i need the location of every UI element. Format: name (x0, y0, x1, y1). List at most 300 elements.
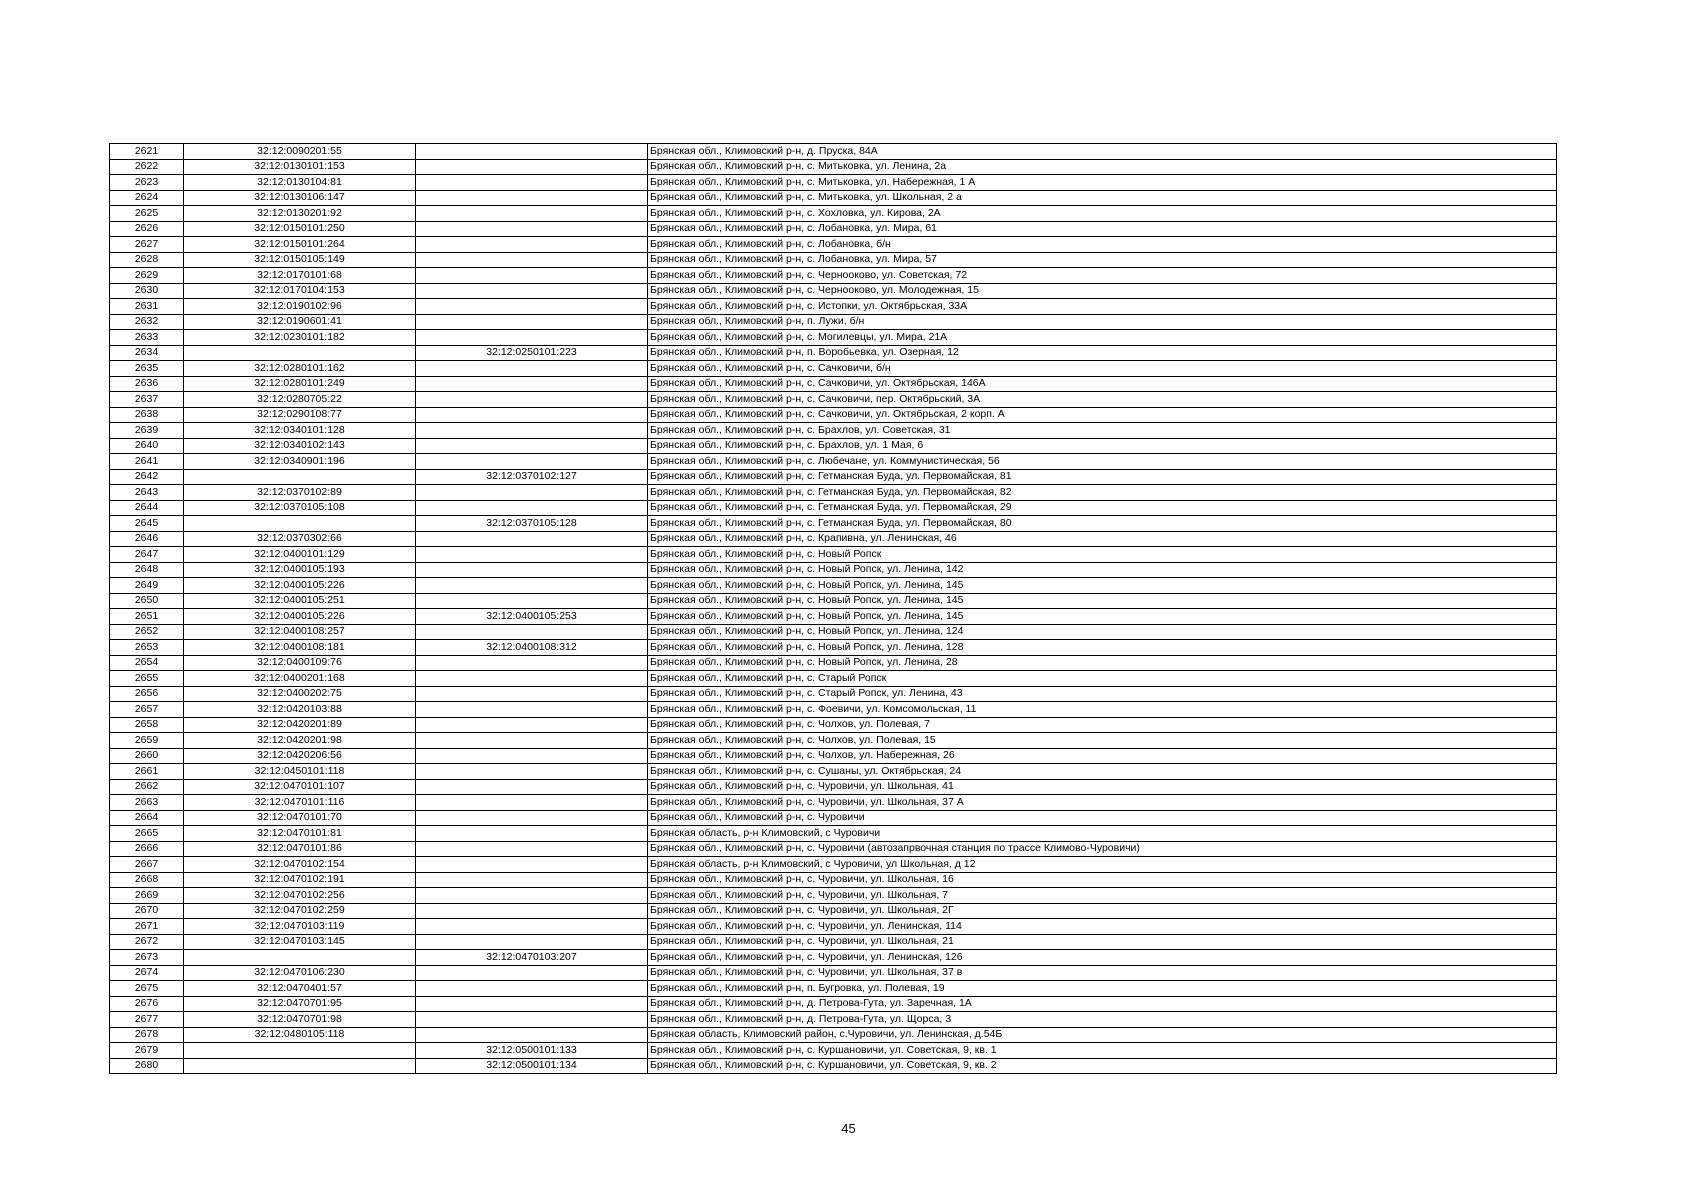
cadastral-number-cell: 32:12:0340101:128 (184, 423, 416, 439)
cadastral-number-cell: 32:12:0370105:108 (184, 500, 416, 516)
table-row (110, 624, 1557, 640)
cadastral-number-cell: 32:12:0400101:129 (184, 547, 416, 563)
table-row (110, 671, 1557, 687)
address-cell: Брянская обл., Климовский р-н, с. Чуровичи, ул. Ленинская, 114 (648, 919, 1557, 935)
cadastral-number-secondary-cell (416, 624, 648, 640)
table-row (110, 252, 1557, 268)
cadastral-number-secondary-cell (416, 454, 648, 470)
address-cell: Брянская обл., Климовский р-н, с. Брахлов, ул. 1 Мая, 6 (648, 438, 1557, 454)
table-row (110, 237, 1557, 253)
address-cell: Брянская обл., Климовский р-н, с. Новый Ропск, ул. Ленина, 128 (648, 640, 1557, 656)
cadastral-number-cell: 32:12:0420206:56 (184, 748, 416, 764)
table-row (110, 547, 1557, 563)
address-cell: Брянская обл., Климовский р-н, с. Чуровичи, ул. Школьная, 7 (648, 888, 1557, 904)
row-number-cell: 2622 (110, 159, 184, 175)
row-number-cell: 2658 (110, 717, 184, 733)
cadastral-number-cell: 32:12:0450101:118 (184, 764, 416, 780)
cadastral-number-cell: 32:12:0420201:89 (184, 717, 416, 733)
cadastral-number-cell: 32:12:0190601:41 (184, 314, 416, 330)
table-row (110, 1027, 1557, 1043)
address-cell: Брянская обл., Климовский р-н, с. Чуровичи (648, 810, 1557, 826)
cadastral-number-secondary-cell (416, 252, 648, 268)
cadastral-number-secondary-cell (416, 407, 648, 423)
row-number-cell: 2672 (110, 934, 184, 950)
cadastral-number-cell: 32:12:0090201:55 (184, 144, 416, 160)
row-number-cell: 2651 (110, 609, 184, 625)
address-cell: Брянская обл., Климовский р-н, с. Гетманская Буда, ул. Первомайская, 29 (648, 500, 1557, 516)
table-row (110, 996, 1557, 1012)
cadastral-number-cell (184, 516, 416, 532)
row-number-cell: 2660 (110, 748, 184, 764)
cadastral-number-cell: 32:12:0480105:118 (184, 1027, 416, 1043)
cadastral-number-secondary-cell (416, 702, 648, 718)
cadastral-number-cell: 32:12:0340901:196 (184, 454, 416, 470)
cadastral-number-cell: 32:12:0470101:86 (184, 841, 416, 857)
row-number-cell: 2675 (110, 981, 184, 997)
cadastral-number-cell: 32:12:0470401:57 (184, 981, 416, 997)
row-number-cell: 2650 (110, 593, 184, 609)
cadastral-number-cell: 32:12:0400109:76 (184, 655, 416, 671)
row-number-cell: 2667 (110, 857, 184, 873)
table-row (110, 438, 1557, 454)
address-cell: Брянская обл., Климовский р-н, с. Брахлов, ул. Советская, 31 (648, 423, 1557, 439)
row-number-cell: 2640 (110, 438, 184, 454)
table-row (110, 934, 1557, 950)
table-row (110, 221, 1557, 237)
row-number-cell: 2657 (110, 702, 184, 718)
address-cell: Брянская обл., Климовский р-н, с. Сачковичи, ул. Октябрьская, 146А (648, 376, 1557, 392)
row-number-cell: 2671 (110, 919, 184, 935)
row-number-cell: 2649 (110, 578, 184, 594)
row-number-cell: 2662 (110, 779, 184, 795)
cadastral-number-secondary-cell (416, 888, 648, 904)
cadastral-number-cell: 32:12:0470102:256 (184, 888, 416, 904)
row-number-cell: 2653 (110, 640, 184, 656)
address-cell: Брянская обл., Климовский р-н, с. Новый Ропск, ул. Ленина, 28 (648, 655, 1557, 671)
row-number-cell: 2623 (110, 175, 184, 191)
table-row (110, 888, 1557, 904)
table-row (110, 469, 1557, 485)
row-number-cell: 2680 (110, 1058, 184, 1074)
cadastral-number-secondary-cell (416, 206, 648, 222)
table-row (110, 361, 1557, 377)
address-cell: Брянская обл., Климовский р-н, с. Фоевичи, ул. Комсомольская, 11 (648, 702, 1557, 718)
address-cell: Брянская обл., Климовский р-н, с. Сачковичи, б/н (648, 361, 1557, 377)
address-cell: Брянская обл., Климовский р-н, с. Митьковка, ул. Школьная, 2 а (648, 190, 1557, 206)
address-cell: Брянская обл., Климовский р-н, д. Петрова-Гута, ул. Щорса, 3 (648, 1012, 1557, 1028)
row-number-cell: 2636 (110, 376, 184, 392)
cadastral-number-secondary-cell (416, 919, 648, 935)
cadastral-number-secondary-cell (416, 299, 648, 315)
row-number-cell: 2632 (110, 314, 184, 330)
cadastral-number-secondary-cell (416, 857, 648, 873)
cadastral-number-cell (184, 1058, 416, 1074)
table-row (110, 609, 1557, 625)
cadastral-number-secondary-cell (416, 686, 648, 702)
address-cell: Брянская обл., Климовский р-н, с. Новый Ропск, ул. Ленина, 145 (648, 593, 1557, 609)
cadastral-number-cell: 32:12:0400201:168 (184, 671, 416, 687)
table-row (110, 1058, 1557, 1074)
cadastral-number-secondary-cell (416, 392, 648, 408)
row-number-cell: 2659 (110, 733, 184, 749)
address-cell: Брянская обл., Климовский р-н, с. Любечане, ул. Коммунистическая, 56 (648, 454, 1557, 470)
cadastral-number-secondary-cell (416, 826, 648, 842)
row-number-cell: 2652 (110, 624, 184, 640)
cadastral-number-cell: 32:12:0190102:96 (184, 299, 416, 315)
table-row (110, 717, 1557, 733)
cadastral-number-cell: 32:12:0400105:226 (184, 609, 416, 625)
address-cell: Брянская обл., Климовский р-н, с. Сачковичи, пер. Октябрьский, 3А (648, 392, 1557, 408)
cadastral-number-cell (184, 950, 416, 966)
cadastral-number-cell: 32:12:0470101:116 (184, 795, 416, 811)
cadastral-number-cell: 32:12:0280101:162 (184, 361, 416, 377)
cadastral-number-cell: 32:12:0280101:249 (184, 376, 416, 392)
cadastral-number-secondary-cell: 32:12:0400108:312 (416, 640, 648, 656)
table-row (110, 454, 1557, 470)
address-cell: Брянская обл., Климовский р-н, с. Могилевцы, ул. Мира, 21А (648, 330, 1557, 346)
address-cell: Брянская обл., Климовский р-н, с. Лобановка, ул. Мира, 61 (648, 221, 1557, 237)
table-row (110, 640, 1557, 656)
row-number-cell: 2626 (110, 221, 184, 237)
cadastral-number-secondary-cell (416, 872, 648, 888)
cadastral-number-secondary-cell (416, 144, 648, 160)
address-cell: Брянская обл., Климовский р-н, д. Петрова-Гута, ул. Заречная, 1А (648, 996, 1557, 1012)
row-number-cell: 2641 (110, 454, 184, 470)
cadastral-number-secondary-cell (416, 733, 648, 749)
address-cell: Брянская обл., Климовский р-н, с. Чолхов, ул. Набережная, 26 (648, 748, 1557, 764)
cadastral-number-secondary-cell (416, 283, 648, 299)
row-number-cell: 2634 (110, 345, 184, 361)
cadastral-number-cell: 32:12:0470101:107 (184, 779, 416, 795)
table-row (110, 826, 1557, 842)
row-number-cell: 2642 (110, 469, 184, 485)
cadastral-number-secondary-cell (416, 593, 648, 609)
table-row (110, 376, 1557, 392)
row-number-cell: 2678 (110, 1027, 184, 1043)
row-number-cell: 2677 (110, 1012, 184, 1028)
address-cell: Брянская обл., Климовский р-н, с. Чолхов, ул. Полевая, 15 (648, 733, 1557, 749)
cadastral-number-secondary-cell (416, 531, 648, 547)
address-cell: Брянская обл., Климовский р-н, с. Куршановичи, ул. Советская, 9, кв. 1 (648, 1043, 1557, 1059)
table-row (110, 299, 1557, 315)
table-row (110, 593, 1557, 609)
address-cell: Брянская обл., Климовский р-н, с. Куршановичи, ул. Советская, 9, кв. 2 (648, 1058, 1557, 1074)
table-row (110, 903, 1557, 919)
cadastral-number-secondary-cell (416, 1012, 648, 1028)
cadastral-number-cell: 32:12:0400202:75 (184, 686, 416, 702)
table-row (110, 345, 1557, 361)
cadastral-number-cell: 32:12:0470102:259 (184, 903, 416, 919)
row-number-cell: 2639 (110, 423, 184, 439)
row-number-cell: 2621 (110, 144, 184, 160)
table-row (110, 779, 1557, 795)
address-cell: Брянская обл., Климовский р-н, с. Митьковка, ул. Набережная, 1 А (648, 175, 1557, 191)
cadastral-number-cell: 32:12:0400105:226 (184, 578, 416, 594)
cadastral-number-secondary-cell (416, 810, 648, 826)
address-cell: Брянская обл., Климовский р-н, с. Гетманская Буда, ул. Первомайская, 81 (648, 469, 1557, 485)
cadastral-number-cell: 32:12:0400108:181 (184, 640, 416, 656)
cadastral-number-cell: 32:12:0470102:191 (184, 872, 416, 888)
table-row (110, 965, 1557, 981)
address-cell: Брянская обл., Климовский р-н, с. Новый Ропск, ул. Ленина, 145 (648, 578, 1557, 594)
cadastral-number-secondary-cell (416, 376, 648, 392)
address-cell: Брянская обл., Климовский р-н, с. Сачковичи, ул. Октябрьская, 2 корп. А (648, 407, 1557, 423)
cadastral-number-secondary-cell (416, 485, 648, 501)
row-number-cell: 2647 (110, 547, 184, 563)
cadastral-number-cell: 32:12:0130104:81 (184, 175, 416, 191)
cadastral-number-cell (184, 1043, 416, 1059)
address-cell: Брянская обл., Климовский р-н, с. Новый Ропск, ул. Ленина, 124 (648, 624, 1557, 640)
cadastral-number-cell: 32:12:0470101:70 (184, 810, 416, 826)
table-row (110, 283, 1557, 299)
address-cell: Брянская обл., Климовский р-н, с. Чуровичи, ул. Школьная, 21 (648, 934, 1557, 950)
cadastral-number-cell: 32:12:0130201:92 (184, 206, 416, 222)
cadastral-number-secondary-cell (416, 1027, 648, 1043)
row-number-cell: 2627 (110, 237, 184, 253)
address-cell: Брянская обл., Климовский р-н, с. Хохловка, ул. Кирова, 2А (648, 206, 1557, 222)
row-number-cell: 2628 (110, 252, 184, 268)
table-row (110, 516, 1557, 532)
row-number-cell: 2644 (110, 500, 184, 516)
table-row (110, 1043, 1557, 1059)
cadastral-number-secondary-cell (416, 996, 648, 1012)
row-number-cell: 2630 (110, 283, 184, 299)
address-cell: Брянская область, Климовский район, с.Чуровичи, ул. Ленинская, д.54Б (648, 1027, 1557, 1043)
cadastral-number-secondary-cell: 32:12:0370102:127 (416, 469, 648, 485)
cadastral-number-cell: 32:12:0470701:98 (184, 1012, 416, 1028)
address-cell: Брянская обл., Климовский р-н, с. Лобановка, ул. Мира, 57 (648, 252, 1557, 268)
row-number-cell: 2631 (110, 299, 184, 315)
row-number-cell: 2645 (110, 516, 184, 532)
address-cell: Брянская обл., Климовский р-н, с. Истопки, ул. Октябрьская, 33А (648, 299, 1557, 315)
cadastral-number-secondary-cell: 32:12:0500101:134 (416, 1058, 648, 1074)
cadastral-number-secondary-cell (416, 655, 648, 671)
table-row (110, 268, 1557, 284)
cadastral-number-secondary-cell (416, 221, 648, 237)
address-cell: Брянская обл., Климовский р-н, с. Митьковка, ул. Ленина, 2а (648, 159, 1557, 175)
table-row (110, 500, 1557, 516)
cadastral-number-cell: 32:12:0400108:257 (184, 624, 416, 640)
address-cell: Брянская обл., Климовский р-н, с. Старый Ропск (648, 671, 1557, 687)
row-number-cell: 2625 (110, 206, 184, 222)
row-number-cell: 2638 (110, 407, 184, 423)
address-cell: Брянская обл., Климовский р-н, с. Гетманская Буда, ул. Первомайская, 80 (648, 516, 1557, 532)
table-row (110, 919, 1557, 935)
address-cell: Брянская область, р-н Климовский, с Чуровичи (648, 826, 1557, 842)
row-number-cell: 2646 (110, 531, 184, 547)
table-row (110, 748, 1557, 764)
row-number-cell: 2663 (110, 795, 184, 811)
row-number-cell: 2655 (110, 671, 184, 687)
cadastral-number-secondary-cell (416, 159, 648, 175)
cadastral-number-cell: 32:12:0150101:264 (184, 237, 416, 253)
row-number-cell: 2670 (110, 903, 184, 919)
row-number-cell: 2673 (110, 950, 184, 966)
address-cell: Брянская обл., Климовский р-н, с. Новый Ропск (648, 547, 1557, 563)
cadastral-number-secondary-cell (416, 562, 648, 578)
table-row (110, 810, 1557, 826)
registry-table (109, 143, 1557, 1074)
address-cell: Брянская обл., Климовский р-н, п. Бугровка, ул. Полевая, 19 (648, 981, 1557, 997)
table-row (110, 144, 1557, 160)
address-cell: Брянская обл., Климовский р-н, с. Чуровичи, ул. Школьная, 2Г (648, 903, 1557, 919)
cadastral-number-secondary-cell (416, 237, 648, 253)
row-number-cell: 2637 (110, 392, 184, 408)
table-row (110, 655, 1557, 671)
cadastral-number-cell: 32:12:0470103:119 (184, 919, 416, 935)
cadastral-number-secondary-cell (416, 717, 648, 733)
cadastral-number-cell: 32:12:0470102:154 (184, 857, 416, 873)
cadastral-number-secondary-cell (416, 903, 648, 919)
address-cell: Брянская обл., Климовский р-н, с. Новый Ропск, ул. Ленина, 142 (648, 562, 1557, 578)
cadastral-number-secondary-cell (416, 547, 648, 563)
table-row (110, 314, 1557, 330)
page-number: 45 (841, 1121, 856, 1136)
address-cell: Брянская обл., Климовский р-н, с. Чернооково, ул. Советская, 72 (648, 268, 1557, 284)
address-cell: Брянская обл., Климовский р-н, с. Чуровичи, ул. Школьная, 37 в (648, 965, 1557, 981)
row-number-cell: 2624 (110, 190, 184, 206)
cadastral-number-cell: 32:12:0170101:68 (184, 268, 416, 284)
table-row (110, 981, 1557, 997)
address-cell: Брянская обл., Климовский р-н, с. Сушаны, ул. Октябрьская, 24 (648, 764, 1557, 780)
cadastral-number-secondary-cell (416, 764, 648, 780)
table-row (110, 872, 1557, 888)
row-number-cell: 2664 (110, 810, 184, 826)
table-row (110, 407, 1557, 423)
address-cell: Брянская обл., Климовский р-н, с. Крапивна, ул. Ленинская, 46 (648, 531, 1557, 547)
cadastral-number-secondary-cell (416, 175, 648, 191)
table-row (110, 764, 1557, 780)
row-number-cell: 2654 (110, 655, 184, 671)
address-cell: Брянская обл., Климовский р-н, с. Чуровичи, ул. Школьная, 37 А (648, 795, 1557, 811)
cadastral-number-secondary-cell (416, 795, 648, 811)
cadastral-number-cell (184, 345, 416, 361)
row-number-cell: 2656 (110, 686, 184, 702)
table-row (110, 330, 1557, 346)
table-row (110, 578, 1557, 594)
table-row (110, 702, 1557, 718)
cadastral-number-secondary-cell (416, 981, 648, 997)
cadastral-number-secondary-cell: 32:12:0500101:133 (416, 1043, 648, 1059)
row-number-cell: 2669 (110, 888, 184, 904)
row-number-cell: 2666 (110, 841, 184, 857)
table-row (110, 733, 1557, 749)
cadastral-number-secondary-cell: 32:12:0470103:207 (416, 950, 648, 966)
cadastral-number-cell: 32:12:0130106:147 (184, 190, 416, 206)
cadastral-number-secondary-cell (416, 438, 648, 454)
row-number-cell: 2661 (110, 764, 184, 780)
cadastral-number-cell: 32:12:0370102:89 (184, 485, 416, 501)
address-cell: Брянская обл., Климовский р-н, с. Чуровичи, ул. Школьная, 16 (648, 872, 1557, 888)
row-number-cell: 2635 (110, 361, 184, 377)
cadastral-number-cell: 32:12:0290108:77 (184, 407, 416, 423)
table-row (110, 841, 1557, 857)
table-row (110, 159, 1557, 175)
address-cell: Брянская обл., Климовский р-н, с. Чуровичи (автозапрвочная станция по трассе Климово-Чуровичи) (648, 841, 1557, 857)
cadastral-number-cell: 32:12:0280705:22 (184, 392, 416, 408)
address-cell: Брянская обл., Климовский р-н, д. Пруска, 84А (648, 144, 1557, 160)
address-cell: Брянская обл., Климовский р-н, с. Чуровичи, ул. Ленинская, 126 (648, 950, 1557, 966)
cadastral-number-cell: 32:12:0400105:193 (184, 562, 416, 578)
address-cell: Брянская обл., Климовский р-н, п. Лужи, б/н (648, 314, 1557, 330)
registry-body (110, 144, 1557, 1074)
cadastral-number-secondary-cell (416, 500, 648, 516)
row-number-cell: 2676 (110, 996, 184, 1012)
table-row (110, 1012, 1557, 1028)
cadastral-number-secondary-cell (416, 748, 648, 764)
address-cell: Брянская область, р-н Климовский, с Чуровичи, ул Школьная, д 12 (648, 857, 1557, 873)
row-number-cell: 2674 (110, 965, 184, 981)
cadastral-number-cell: 32:12:0370302:66 (184, 531, 416, 547)
table-row (110, 857, 1557, 873)
table-row (110, 175, 1557, 191)
cadastral-number-secondary-cell (416, 965, 648, 981)
cadastral-number-secondary-cell: 32:12:0400105:253 (416, 609, 648, 625)
table-row (110, 423, 1557, 439)
table-row (110, 686, 1557, 702)
cadastral-number-secondary-cell (416, 268, 648, 284)
table-row (110, 795, 1557, 811)
row-number-cell: 2648 (110, 562, 184, 578)
cadastral-number-cell: 32:12:0470701:95 (184, 996, 416, 1012)
row-number-cell: 2643 (110, 485, 184, 501)
cadastral-number-cell: 32:12:0230101:182 (184, 330, 416, 346)
cadastral-number-cell: 32:12:0470103:145 (184, 934, 416, 950)
cadastral-number-cell: 32:12:0470106:230 (184, 965, 416, 981)
cadastral-number-cell: 32:12:0150101:250 (184, 221, 416, 237)
address-cell: Брянская обл., Климовский р-н, п. Воробьевка, ул. Озерная, 12 (648, 345, 1557, 361)
cadastral-number-secondary-cell (416, 578, 648, 594)
table-row (110, 950, 1557, 966)
row-number-cell: 2668 (110, 872, 184, 888)
address-cell: Брянская обл., Климовский р-н, с. Чернооково, ул. Молодежная, 15 (648, 283, 1557, 299)
cadastral-number-secondary-cell (416, 314, 648, 330)
cadastral-number-secondary-cell (416, 361, 648, 377)
cadastral-number-cell: 32:12:0420201:98 (184, 733, 416, 749)
cadastral-number-cell: 32:12:0130101:153 (184, 159, 416, 175)
address-cell: Брянская обл., Климовский р-н, с. Чуровичи, ул. Школьная, 41 (648, 779, 1557, 795)
row-number-cell: 2633 (110, 330, 184, 346)
cadastral-number-secondary-cell: 32:12:0370105:128 (416, 516, 648, 532)
cadastral-number-secondary-cell (416, 779, 648, 795)
cadastral-number-secondary-cell (416, 841, 648, 857)
cadastral-number-secondary-cell (416, 423, 648, 439)
cadastral-number-cell: 32:12:0420103:88 (184, 702, 416, 718)
row-number-cell: 2629 (110, 268, 184, 284)
cadastral-number-cell (184, 469, 416, 485)
cadastral-number-cell: 32:12:0170104:153 (184, 283, 416, 299)
cadastral-number-cell: 32:12:0150105:149 (184, 252, 416, 268)
row-number-cell: 2679 (110, 1043, 184, 1059)
cadastral-number-cell: 32:12:0400105:251 (184, 593, 416, 609)
address-cell: Брянская обл., Климовский р-н, с. Старый Ропск, ул. Ленина, 43 (648, 686, 1557, 702)
table-row (110, 562, 1557, 578)
cadastral-number-secondary-cell (416, 671, 648, 687)
table-row (110, 190, 1557, 206)
table-row (110, 392, 1557, 408)
table-row (110, 531, 1557, 547)
cadastral-number-secondary-cell (416, 190, 648, 206)
address-cell: Брянская обл., Климовский р-н, с. Новый Ропск, ул. Ленина, 145 (648, 609, 1557, 625)
cadastral-number-cell: 32:12:0340102:143 (184, 438, 416, 454)
table-row (110, 485, 1557, 501)
cadastral-number-secondary-cell: 32:12:0250101:223 (416, 345, 648, 361)
address-cell: Брянская обл., Климовский р-н, с. Гетманская Буда, ул. Первомайская, 82 (648, 485, 1557, 501)
row-number-cell: 2665 (110, 826, 184, 842)
address-cell: Брянская обл., Климовский р-н, с. Чолхов, ул. Полевая, 7 (648, 717, 1557, 733)
cadastral-number-cell: 32:12:0470101:81 (184, 826, 416, 842)
cadastral-number-secondary-cell (416, 330, 648, 346)
